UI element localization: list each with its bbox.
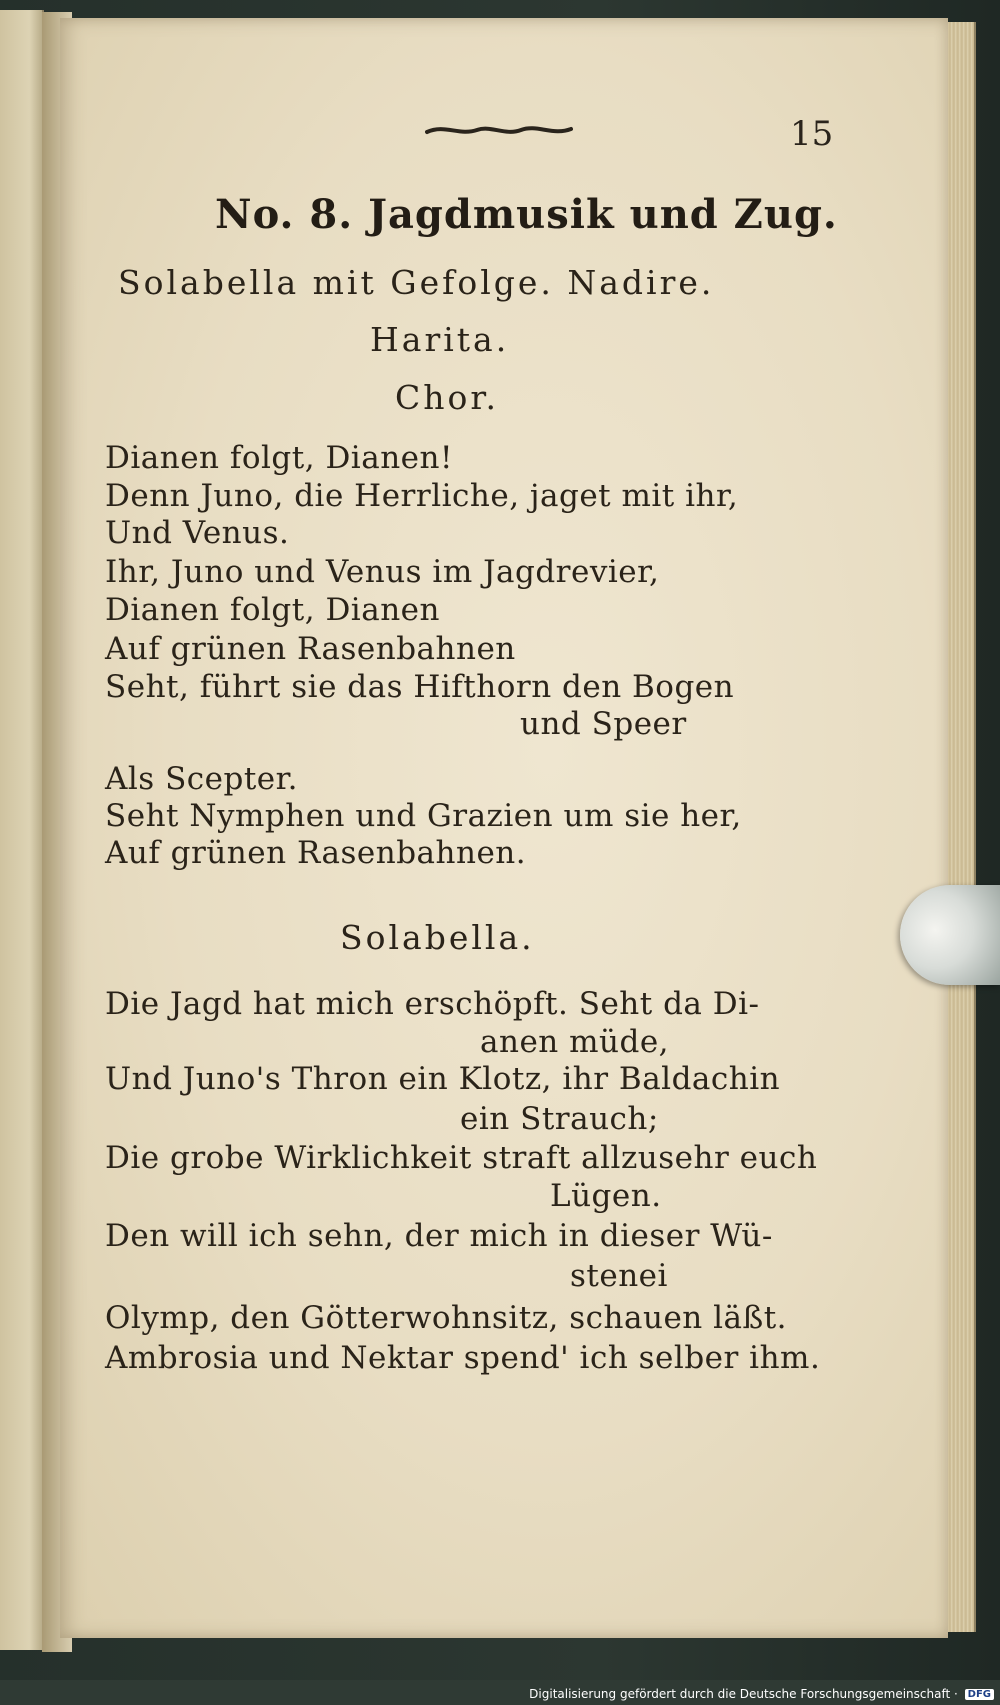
- digitization-credit: Digitalisierung gefördert durch die Deutsche Forschungsgemeinschaft · DFG: [529, 1687, 994, 1701]
- verse-line: Denn Juno, die Herrliche, jaget mit ihr,: [105, 478, 739, 514]
- credit-text: Digitalisierung gefördert durch die Deutsche Forschungsgemeinschaft: [529, 1687, 951, 1701]
- verse-line: Dianen folgt, Dianen: [105, 592, 440, 628]
- verse-line: Die grobe Wirklichkeit straft allzusehr euch: [105, 1140, 818, 1176]
- verse-line-continuation: ein Strauch;: [460, 1101, 659, 1137]
- verse-line-continuation: und Speer: [520, 706, 687, 742]
- verse-line: Ihr, Juno und Venus im Jagdrevier,: [105, 554, 660, 590]
- characters-line: Solabella mit Gefolge. Nadire.: [118, 263, 715, 302]
- verse-line: Auf grünen Rasenbahnen.: [105, 835, 527, 871]
- page-number: 15: [790, 114, 834, 154]
- verse-line: Seht, führt sie das Hifthorn den Bogen: [105, 669, 735, 705]
- verse-line: Und Venus.: [105, 515, 290, 551]
- facing-page-edge: [0, 10, 44, 1650]
- verse-line: Auf grünen Rasenbahnen: [105, 631, 516, 667]
- verse-line: Und Juno's Thron ein Klotz, ihr Baldachin: [105, 1061, 781, 1097]
- speaker-label: Chor.: [395, 378, 500, 417]
- verse-line-continuation: anen müde,: [480, 1024, 670, 1060]
- verse-line: Den will ich sehn, der mich in dieser Wü-: [105, 1218, 773, 1254]
- verse-line: Olymp, den Götterwohnsitz, schauen läßt.: [105, 1300, 788, 1336]
- page-clip: [900, 885, 1000, 985]
- verse-line: Ambrosia und Nektar spend' ich selber ihm.: [105, 1340, 821, 1376]
- ornament-rule: [425, 122, 573, 138]
- verse-line: Die Jagd hat mich erschöpft. Seht da Di-: [105, 986, 760, 1022]
- verse-line: Dianen folgt, Dianen!: [105, 440, 453, 476]
- verse-line: Als Scepter.: [105, 761, 298, 797]
- characters-line: Harita.: [370, 320, 510, 359]
- verse-line-continuation: Lügen.: [550, 1178, 662, 1214]
- speaker-label: Solabella.: [340, 918, 535, 957]
- section-heading: No. 8. Jagdmusik und Zug.: [215, 191, 838, 238]
- verse-line-continuation: stenei: [570, 1258, 668, 1294]
- dfg-logo: DFG: [965, 1689, 994, 1700]
- book-page: [60, 18, 948, 1638]
- verse-line: Seht Nymphen und Grazien um sie her,: [105, 798, 742, 834]
